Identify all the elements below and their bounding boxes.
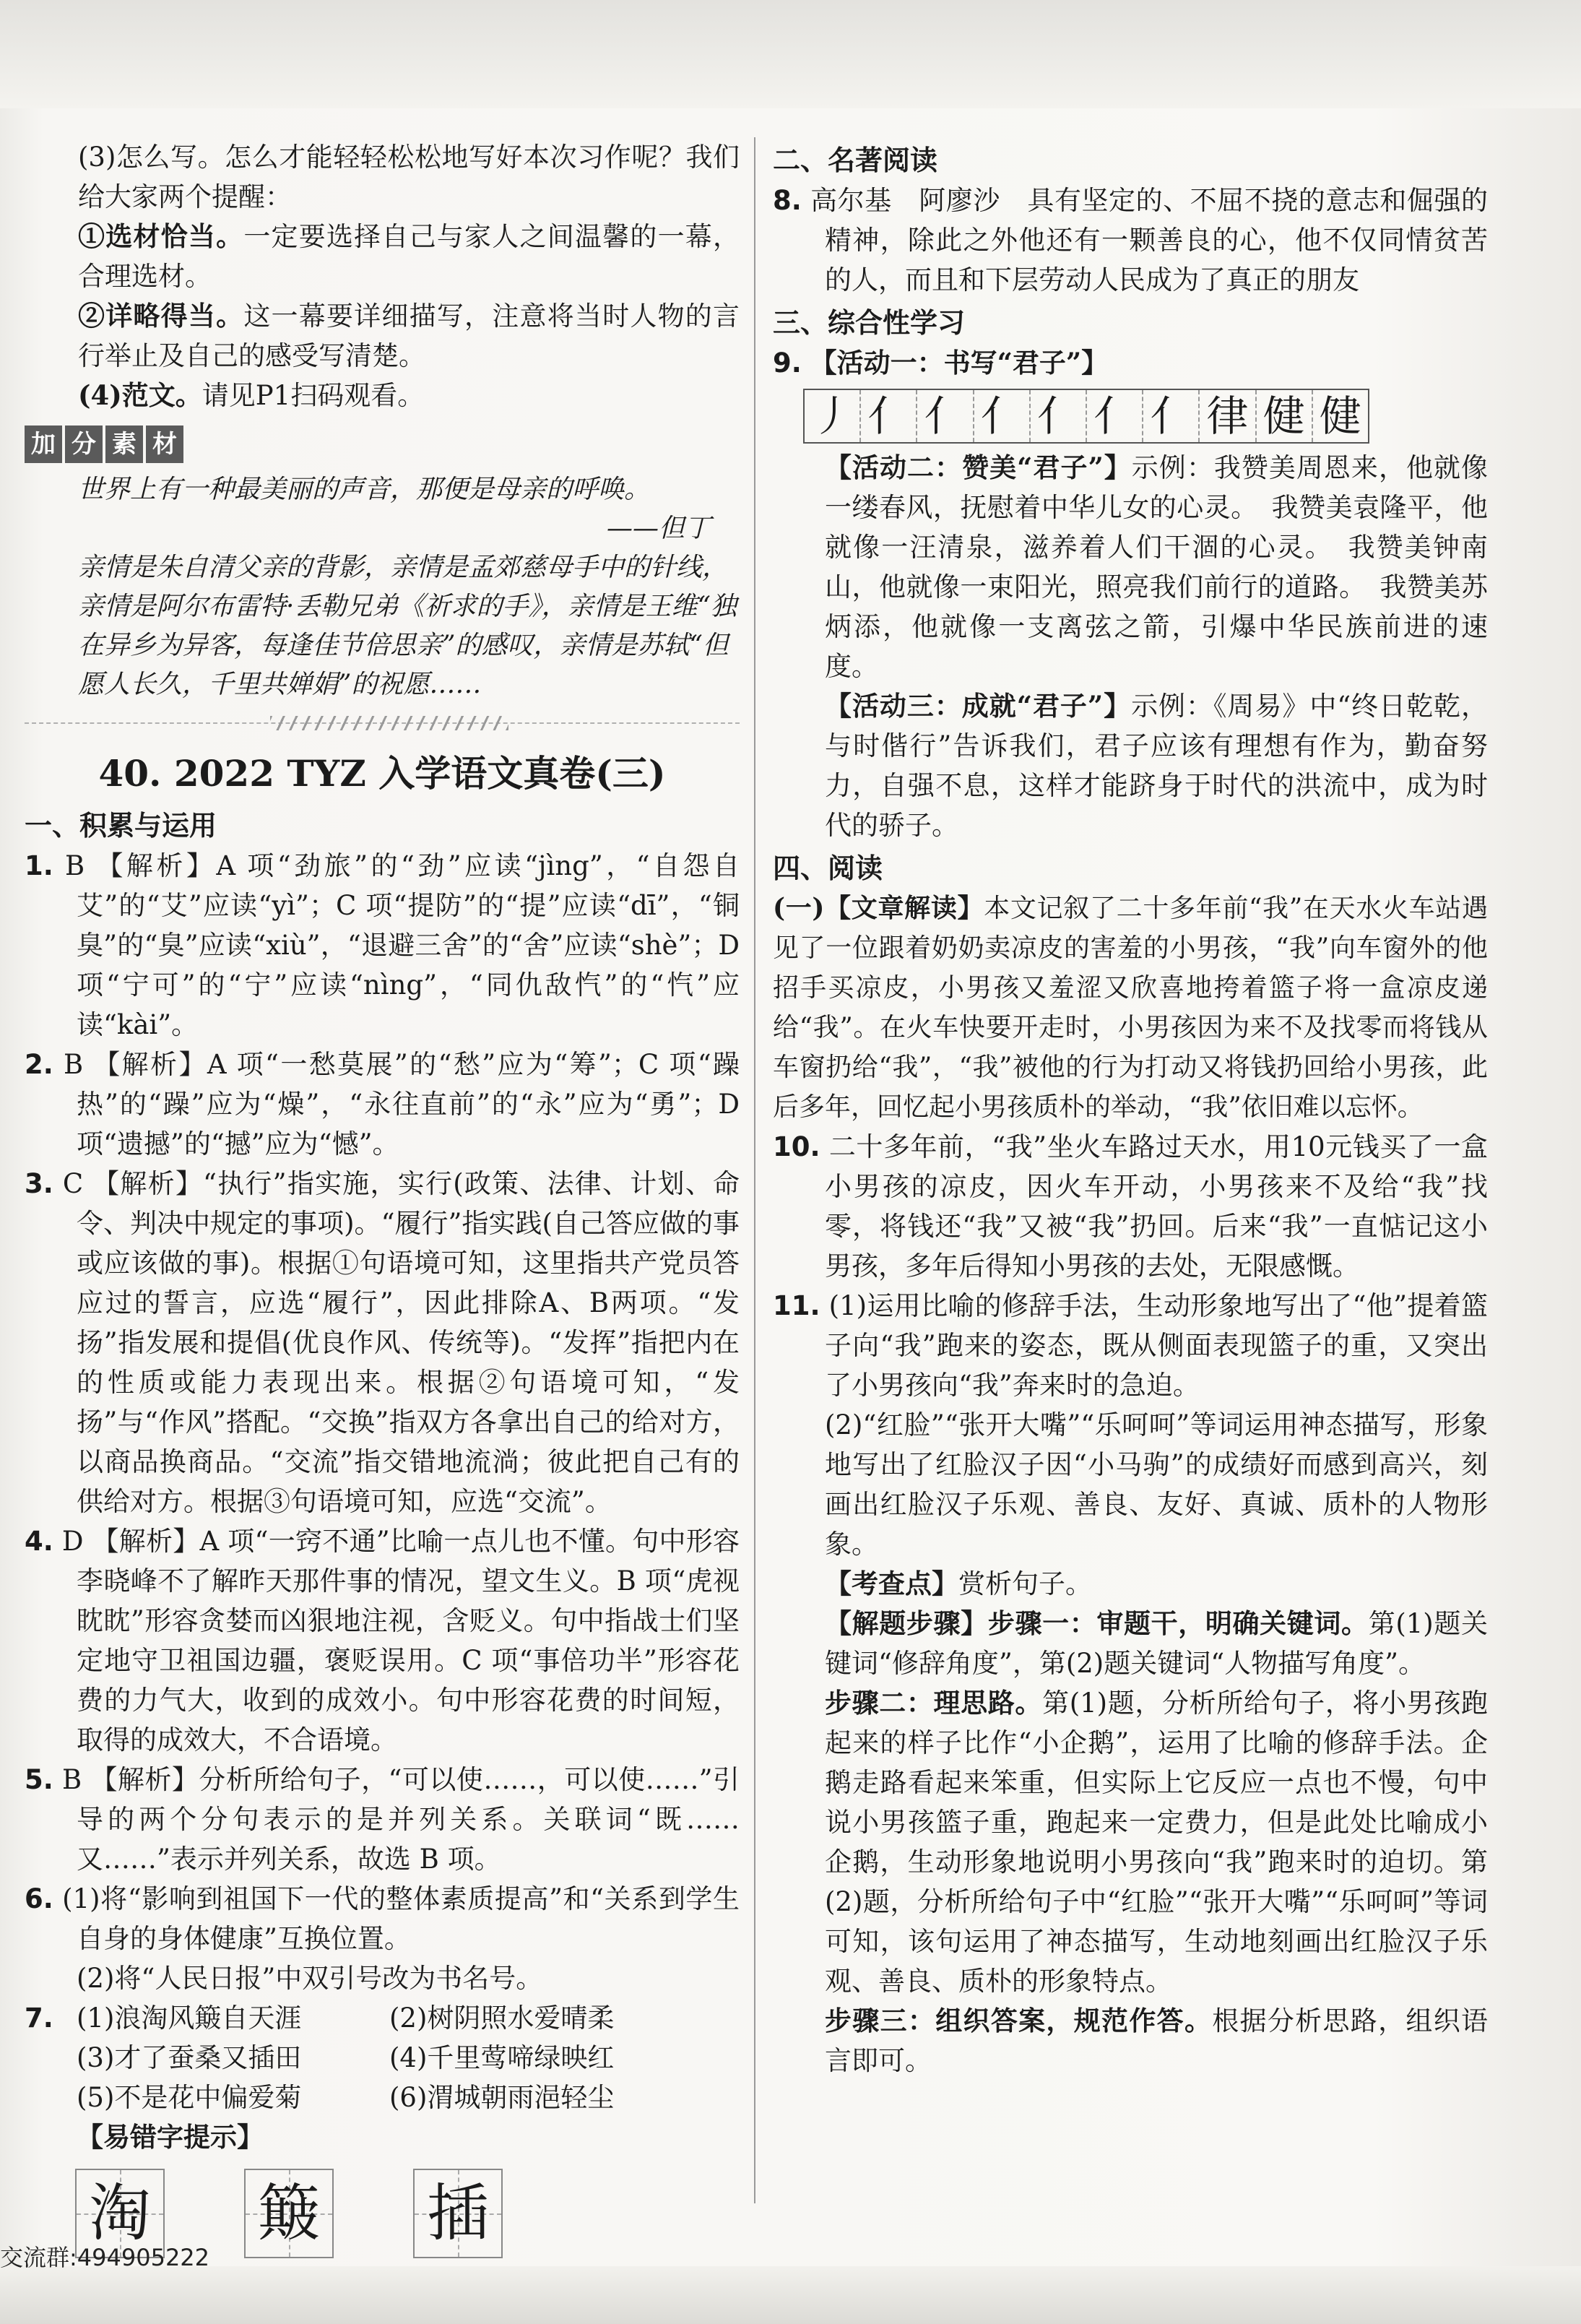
section-heading: 四、阅读: [773, 852, 883, 884]
q-text: 二十多年前，“我”坐火车路过天水，用10元钱买了一盒小男孩的凉皮，因火车开动，小男孩来不及给“我”找零，将钱还“我”又被“我”扔回。后来“我”一直惦记这小男孩，多年后得知小男孩的去处，无限感慨。: [825, 1131, 1488, 1282]
answer-q11-part2: (2)“红脸”“张开大嘴”“乐呵呵”等词运用神态描写，形象地写出了红脸汉子因“小马驹”的成绩好而感到高兴，刻画出红脸汉子乐观、善良、友好、真诚、质朴的人物形象。: [825, 1409, 1488, 1560]
badge-char: 加: [25, 426, 62, 463]
footer-group-number: 交流群:494905222: [0, 2244, 210, 2271]
steps-label: 【解题步骤】: [825, 1607, 988, 1639]
q-text: B 【解析】A 项“一愁莫展”的“愁”应为“筹”；C 项“躁热”的“躁”应为“燥”，“永往直前”的“永”应为“勇”；D 项“遗撼”的“撼”应为“憾”。: [63, 1049, 740, 1159]
test-point-label: 【考查点】: [825, 1568, 958, 1599]
writing-tip-intro: (3)怎么写。怎么才能轻轻松松地写好本次习作呢？我们给大家两个提醒：: [78, 142, 740, 212]
stroke-step: 健: [1257, 390, 1313, 442]
q-number: 9.: [773, 347, 802, 379]
answer-q6-part2: (2)将“人民日报”中双引号改为书名号。: [77, 1963, 543, 1994]
answer-q10: [773, 1127, 1488, 1286]
left-column: [25, 137, 740, 2258]
sample-essay-note: [25, 376, 740, 415]
activity-3: [773, 686, 1488, 845]
tip-2-text: 这一幕要详细描写，注意将当时人物的言行举止及自己的感受写清楚。: [78, 301, 740, 371]
q-number: 5.: [25, 1764, 53, 1795]
activity-3-label: 【活动三：成就“君子”】: [825, 690, 1132, 722]
q-number: 4.: [25, 1526, 53, 1557]
answer-q4: [25, 1521, 740, 1760]
step-2-text: 第(1)题，分析所给句子，将小男孩跑起来的样子比作“小企鹅”，运用了比喻的修辞手法。企鹅走路看起来笨重，但实际上它反应一点也不慢，句中说小男孩篮子重，跑起来一定费力，但是此处比喻成小企鹅，生动形象地说明小男孩向“我”跑来时的迫切。第(2)题，分析所给句子中“红脸”“张开大嘴”“乐呵呵”等词可知，该句运用了神态描写，生动地刻画出红脸汉子乐观、善良、质朴的形象特点。: [825, 1688, 1488, 1997]
scan-bottom-band: [0, 2266, 1581, 2324]
stroke-order-grid: [803, 389, 1369, 444]
scan-top-band: [0, 0, 1581, 108]
stroke-step: 亻: [1087, 390, 1143, 442]
answer-q6: [25, 1879, 740, 1958]
stroke-step: 亻: [1031, 390, 1087, 442]
article-title: 40. 2022 TYZ 入学语文真卷(三): [98, 752, 666, 795]
solution-step-3: [773, 2001, 1488, 2081]
stroke-step: 亻: [1143, 390, 1200, 442]
right-column: [773, 137, 1488, 2081]
stroke-step: 亻: [974, 390, 1031, 442]
poem-line: (5)不是花中偏爱菊: [77, 2082, 302, 2113]
answer-q2: [25, 1045, 740, 1164]
typo-hint-label: 【易错字提示】: [77, 2121, 264, 2153]
q-text: 高尔基 阿廖沙 具有坚定的、不屈不挠的意志和倔强的精神，除此之外他还有一颗善良的心，他不仅同情贫苦的人，而且和下层劳动人民成为了真正的朋友: [810, 185, 1489, 295]
tip-2-label: ②详略得当。: [78, 300, 244, 332]
test-point-text: 赏析句子。: [958, 1568, 1092, 1599]
material-quote: 世界上有一种最美丽的声音，那便是母亲的呼唤。: [78, 475, 651, 504]
stroke-step: 亻: [861, 390, 917, 442]
analysis-text: 本文记叙了二十多年前“我”在天水火车站遇见了一位跟着奶奶卖凉皮的害羞的小男孩，“我”向车窗外的他招手买凉皮，小男孩又羞涩又欣喜地挎着篮子将一盒凉皮递给“我”。在火车快要开走时，小男孩因为来不及找零而将钱从车窗扔给“我”，“我”被他的行为打动又将钱扔回给小男孩，此后多年，回忆起小男孩质朴的举动，“我”依旧难以忘怀。: [773, 894, 1488, 1122]
section-separator: [25, 714, 740, 732]
answer-q11: [773, 1286, 1488, 1405]
hint-char-box: 淘: [75, 2169, 165, 2258]
tip-1-label: ①选材恰当。: [78, 220, 244, 252]
badge-char: 分: [65, 426, 103, 463]
q-text: (1)将“影响到祖国下一代的整体素质提高”和“关系到学生自身的身体健康”互换位置。: [62, 1883, 740, 1954]
activity-2-text: 示例：我赞美周恩来，他就像一缕春风，抚慰着中华儿女的心灵。 我赞美袁隆平，他就像一汪清泉，滋养着人们干涸的心灵。 我赞美钟南山，他就像一束阳光，照亮我们前行的道路。 我赞美苏炳添，他就像一支离弦之箭，引爆中华民族前进的速度。: [825, 452, 1488, 682]
answer-q8: [773, 181, 1488, 300]
stroke-step: 律: [1200, 390, 1256, 442]
step-2-label: 步骤二：理思路。: [825, 1687, 1043, 1719]
poem-line: (6)渭城朝雨浥轻尘: [389, 2082, 615, 2113]
q-number: 8.: [773, 185, 802, 216]
writing-tip-1: [25, 217, 740, 296]
stroke-step: 亻: [917, 390, 974, 442]
section-heading: 二、名著阅读: [773, 144, 938, 176]
analysis-label: (一)【文章解读】: [773, 893, 984, 923]
hint-char-box: 插: [413, 2169, 503, 2258]
answer-q1: [25, 846, 740, 1045]
poem-line: (2)树阴照水爱晴柔: [389, 2003, 615, 2034]
q-text: B 【解析】分析所给句子，“可以使……，可以使……”引导的两个分句表示的是并列关系。关联词“既……又……”表示并列关系，故选 B 项。: [62, 1764, 740, 1875]
badge-char: 材: [146, 426, 183, 463]
tip-1-text: 一定要选择自己与家人之间温馨的一幕，合理选材。: [78, 221, 740, 292]
q-text: B 【解析】A 项“劲旅”的“劲”应读“jìng”，“自怨自艾”的“艾”应读“yì”；C 项“提防”的“提”应读“dī”，“铜臭”的“臭”应读“xiù”，“退避三舍”的“舍”应读“shè”；D 项“宁可”的“宁”应读“nìng”，“同仇敌忾”的“忾”应读“kài”。: [65, 850, 740, 1040]
q-number: 3.: [25, 1168, 53, 1199]
q-text: C 【解析】“执行”指实施，实行(政策、法律、计划、命令、判决中规定的事项)。“履行”指实践(自己答应做的事或应该做的事)。根据①句语境可知，这里指共产党员答应过的誓言，应选“履行”，因此排除A、B两项。“发扬”指发展和提倡(优良作风、传统等)。“发挥”指把内在的性质或能力表现出来。根据②句语境可知，“发扬”与“作风”搭配。“交换”指双方各拿出自己的给对方，以商品换商品。“交流”指交错地流淌；彼此把自己有的供给对方。根据③句语境可知，应选“交流”。: [62, 1168, 740, 1517]
q-number: 2.: [25, 1049, 53, 1080]
q-number: 7.: [25, 2003, 53, 2034]
poem-line: (1)浪淘风簸自天涯: [77, 2003, 302, 2034]
q-number: 6.: [25, 1883, 53, 1914]
activity-1-label: 【活动一：书写“君子”】: [810, 347, 1109, 379]
q-text: D 【解析】A 项“一窍不通”比喻一点儿也不懂。句中形容李晓峰不了解昨天那件事的情况，望文生义。B 项“虎视眈眈”形容贪婪而凶狠地注视，含贬义。句中指战士们坚定地守卫祖国边疆，褒贬误用。C 项“事倍功半”形容花费的力气大，收到的成效小。句中形容花费的时间短，取得的成效大，不合语境。: [61, 1526, 740, 1755]
sample-text: 请见P1扫码观看。: [202, 380, 425, 411]
poem-answers: [25, 1998, 740, 2117]
badge-char: 素: [105, 426, 143, 463]
step-1-text: 第(1)题关键词“修辞角度”，第(2)题关键词“人物描写角度”。: [825, 1608, 1488, 1679]
stroke-step: 丿: [805, 390, 861, 442]
activity-2: [773, 448, 1488, 686]
answer-q5: [25, 1760, 740, 1879]
solution-step-2: [773, 1683, 1488, 2001]
test-point: [773, 1564, 1488, 1604]
activity-3-text: 示例：《周易》中“终日乾乾，与时偕行”告诉我们，君子应该有理想有作为，勤奋努力，自强不息，这样才能跻身于时代的洪流中，成为时代的骄子。: [825, 691, 1488, 841]
solution-step-1: [773, 1604, 1488, 1683]
poem-line: (3)才了蚕桑又插田: [77, 2042, 302, 2073]
writing-tip-2: [25, 296, 740, 376]
material-paragraph: 亲情是朱自清父亲的背影，亲情是孟郊慈母手中的针线，亲情是阿尔布雷特·丢勒兄弟《祈求的手》，亲情是王维“独在异乡为异客，每逢佳节倍思亲”的感叹，亲情是苏轼“但愿人长久，千里共婵娟”的祝愿……: [78, 553, 737, 699]
hint-char-box: 簸: [244, 2169, 334, 2258]
bonus-material-badge: [25, 426, 740, 463]
article-analysis: [773, 889, 1488, 1127]
answer-q9: [773, 343, 1488, 383]
step-1-label: 步骤一：审题干，明确关键词。: [987, 1607, 1369, 1639]
stroke-step: 健: [1319, 392, 1361, 441]
q-number: 10.: [773, 1131, 820, 1162]
q-text: (1)运用比喻的修辞手法，生动形象地写出了“他”提着篮子向“我”跑来的姿态，既从侧面表现篮子的重，又突出了小男孩向“我”奔来时的急迫。: [825, 1290, 1488, 1401]
section-heading: 三、综合性学习: [773, 307, 966, 339]
q-number: 11.: [773, 1290, 820, 1321]
q-number: 1.: [25, 850, 53, 881]
column-divider: [754, 137, 755, 2203]
section-heading: 一、积累与运用: [25, 810, 217, 842]
material-quote-source: ——但丁: [606, 514, 711, 543]
activity-2-label: 【活动二：赞美“君子”】: [825, 452, 1132, 483]
poem-line: (4)千里莺啼绿映红: [389, 2042, 615, 2073]
answer-q3: [25, 1164, 740, 1521]
step-3-label: 步骤三：组织答案，规范作答。: [825, 2005, 1213, 2036]
sample-label: (4)范文。: [78, 379, 202, 411]
step-3-text: 根据分析思路，组织语言即可。: [825, 2005, 1489, 2076]
